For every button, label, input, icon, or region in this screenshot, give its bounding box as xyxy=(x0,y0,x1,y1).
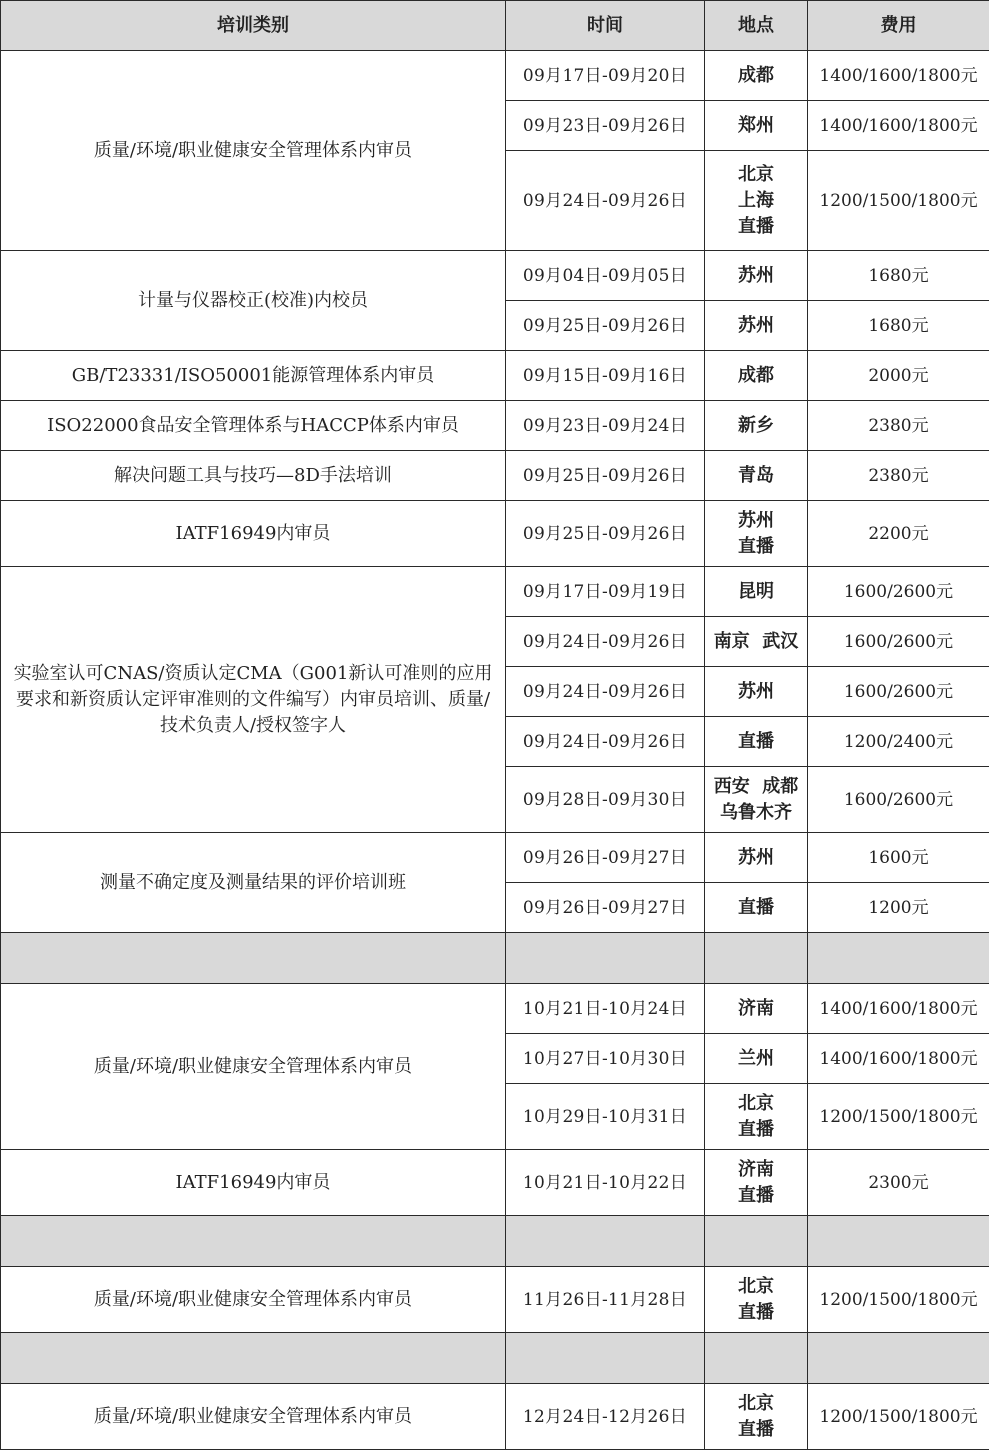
header-time: 时间 xyxy=(506,1,705,51)
session-row xyxy=(1,833,989,883)
location-line: 直播 xyxy=(709,1117,803,1143)
session-time: 09月26日-09月27日 xyxy=(506,833,705,883)
session-fee: 1200/2400元 xyxy=(808,717,989,767)
session-location xyxy=(705,1084,808,1150)
separator-cell xyxy=(506,933,705,984)
location-line: 北京 xyxy=(709,1091,803,1117)
schedule-body xyxy=(1,51,989,1450)
session-location xyxy=(705,401,808,451)
session-time: 09月28日-09月30日 xyxy=(506,767,705,833)
separator-cell xyxy=(506,1333,705,1384)
location-line: 苏州 xyxy=(709,845,803,871)
training-category: 计量与仪器校正(校准)内校员 xyxy=(1,251,506,351)
session-row xyxy=(1,251,989,301)
session-location xyxy=(705,1034,808,1084)
session-location xyxy=(705,1150,808,1216)
session-location xyxy=(705,51,808,101)
session-time: 10月21日-10月22日 xyxy=(506,1150,705,1216)
location-line: 北京 xyxy=(709,1274,803,1300)
session-fee: 1200/1500/1800元 xyxy=(808,1084,989,1150)
session-time: 09月17日-09月20日 xyxy=(506,51,705,101)
session-time: 10月21日-10月24日 xyxy=(506,984,705,1034)
location-line: 济南 xyxy=(709,996,803,1022)
training-category: 质量/环境/职业健康安全管理体系内审员 xyxy=(1,1267,506,1333)
header-category: 培训类别 xyxy=(1,1,506,51)
session-fee: 1600元 xyxy=(808,833,989,883)
location-line: 南京 武汉 xyxy=(709,629,803,655)
session-fee: 1200/1500/1800元 xyxy=(808,151,989,251)
session-time: 09月24日-09月26日 xyxy=(506,717,705,767)
location-line: 济南 xyxy=(709,1157,803,1183)
session-row xyxy=(1,984,989,1034)
location-line: 直播 xyxy=(709,1183,803,1209)
session-time: 09月24日-09月26日 xyxy=(506,151,705,251)
location-line: 青岛 xyxy=(709,463,803,489)
separator-cell xyxy=(808,933,989,984)
session-row xyxy=(1,1150,989,1216)
session-row xyxy=(1,401,989,451)
session-fee: 2300元 xyxy=(808,1150,989,1216)
session-location xyxy=(705,301,808,351)
session-fee: 1400/1600/1800元 xyxy=(808,101,989,151)
session-time: 09月17日-09月19日 xyxy=(506,567,705,617)
training-category: 实验室认可CNAS/资质认定CMA（G001新认可准则的应用要求和新资质认定评审准则的文件编写）内审员培训、质量/技术负责人/授权签字人 xyxy=(1,567,506,833)
session-time: 09月25日-09月26日 xyxy=(506,501,705,567)
session-location xyxy=(705,1384,808,1450)
session-location xyxy=(705,151,808,251)
separator-cell xyxy=(705,1333,808,1384)
session-time: 11月26日-11月28日 xyxy=(506,1267,705,1333)
session-time: 09月24日-09月26日 xyxy=(506,617,705,667)
separator-cell xyxy=(506,1216,705,1267)
session-time: 09月24日-09月26日 xyxy=(506,667,705,717)
session-fee: 1400/1600/1800元 xyxy=(808,1034,989,1084)
location-line: 昆明 xyxy=(709,579,803,605)
separator-cell xyxy=(705,1216,808,1267)
location-line: 乌鲁木齐 xyxy=(709,800,803,826)
session-location xyxy=(705,767,808,833)
training-category: ISO22000食品安全管理体系与HACCP体系内审员 xyxy=(1,401,506,451)
location-line: 新乡 xyxy=(709,413,803,439)
session-fee: 1400/1600/1800元 xyxy=(808,984,989,1034)
session-time: 09月23日-09月24日 xyxy=(506,401,705,451)
session-time: 12月24日-12月26日 xyxy=(506,1384,705,1450)
session-fee: 1200元 xyxy=(808,883,989,933)
session-fee: 2380元 xyxy=(808,401,989,451)
session-location xyxy=(705,101,808,151)
location-line: 直播 xyxy=(709,534,803,560)
training-category: GB/T23331/ISO50001能源管理体系内审员 xyxy=(1,351,506,401)
header-location: 地点 xyxy=(705,1,808,51)
training-category: IATF16949内审员 xyxy=(1,501,506,567)
session-location xyxy=(705,984,808,1034)
session-fee: 1680元 xyxy=(808,251,989,301)
training-category: 解决问题工具与技巧—8D手法培训 xyxy=(1,451,506,501)
session-time: 09月04日-09月05日 xyxy=(506,251,705,301)
training-category: 质量/环境/职业健康安全管理体系内审员 xyxy=(1,51,506,251)
header-fee: 费用 xyxy=(808,1,989,51)
separator-cell xyxy=(1,933,506,984)
location-line: 直播 xyxy=(709,1300,803,1326)
month-separator-row xyxy=(1,933,989,984)
session-location xyxy=(705,883,808,933)
session-time: 09月26日-09月27日 xyxy=(506,883,705,933)
separator-cell xyxy=(808,1333,989,1384)
session-location xyxy=(705,251,808,301)
location-line: 上海 xyxy=(709,188,803,214)
separator-cell xyxy=(1,1333,506,1384)
location-line: 北京 xyxy=(709,1391,803,1417)
training-category: 质量/环境/职业健康安全管理体系内审员 xyxy=(1,984,506,1150)
session-location xyxy=(705,501,808,567)
separator-cell xyxy=(1,1216,506,1267)
session-fee: 1600/2600元 xyxy=(808,617,989,667)
session-fee: 2000元 xyxy=(808,351,989,401)
location-line: 直播 xyxy=(709,1417,803,1443)
session-row xyxy=(1,351,989,401)
session-fee: 1400/1600/1800元 xyxy=(808,51,989,101)
session-time: 10月27日-10月30日 xyxy=(506,1034,705,1084)
session-row xyxy=(1,451,989,501)
location-line: 苏州 xyxy=(709,263,803,289)
session-fee: 1200/1500/1800元 xyxy=(808,1267,989,1333)
session-time: 09月25日-09月26日 xyxy=(506,451,705,501)
session-fee: 1600/2600元 xyxy=(808,567,989,617)
session-time: 09月23日-09月26日 xyxy=(506,101,705,151)
session-time: 09月15日-09月16日 xyxy=(506,351,705,401)
location-line: 成都 xyxy=(709,63,803,89)
month-separator-row xyxy=(1,1216,989,1267)
session-location xyxy=(705,1267,808,1333)
month-separator-row xyxy=(1,1333,989,1384)
session-fee: 1600/2600元 xyxy=(808,667,989,717)
location-line: 苏州 xyxy=(709,508,803,534)
session-location xyxy=(705,667,808,717)
session-row xyxy=(1,1267,989,1333)
separator-cell xyxy=(705,933,808,984)
header-row xyxy=(1,1,989,51)
training-category: IATF16949内审员 xyxy=(1,1150,506,1216)
session-row xyxy=(1,501,989,567)
session-location xyxy=(705,351,808,401)
location-line: 苏州 xyxy=(709,679,803,705)
separator-cell xyxy=(808,1216,989,1267)
session-location xyxy=(705,833,808,883)
training-category: 质量/环境/职业健康安全管理体系内审员 xyxy=(1,1384,506,1450)
location-line: 直播 xyxy=(709,895,803,921)
location-line: 苏州 xyxy=(709,313,803,339)
location-line: 郑州 xyxy=(709,113,803,139)
session-fee: 1200/1500/1800元 xyxy=(808,1384,989,1450)
session-time: 10月29日-10月31日 xyxy=(506,1084,705,1150)
session-fee: 2380元 xyxy=(808,451,989,501)
location-line: 西安 成都 xyxy=(709,774,803,800)
session-time: 09月25日-09月26日 xyxy=(506,301,705,351)
location-line: 北京 xyxy=(709,162,803,188)
session-location xyxy=(705,567,808,617)
location-line: 直播 xyxy=(709,214,803,240)
session-fee: 1680元 xyxy=(808,301,989,351)
session-row xyxy=(1,51,989,101)
session-fee: 1600/2600元 xyxy=(808,767,989,833)
session-location xyxy=(705,617,808,667)
session-row xyxy=(1,567,989,617)
session-row xyxy=(1,1384,989,1450)
training-category: 测量不确定度及测量结果的评价培训班 xyxy=(1,833,506,933)
session-location xyxy=(705,717,808,767)
location-line: 兰州 xyxy=(709,1046,803,1072)
session-fee: 2200元 xyxy=(808,501,989,567)
location-line: 直播 xyxy=(709,729,803,755)
session-location xyxy=(705,451,808,501)
location-line: 成都 xyxy=(709,363,803,389)
